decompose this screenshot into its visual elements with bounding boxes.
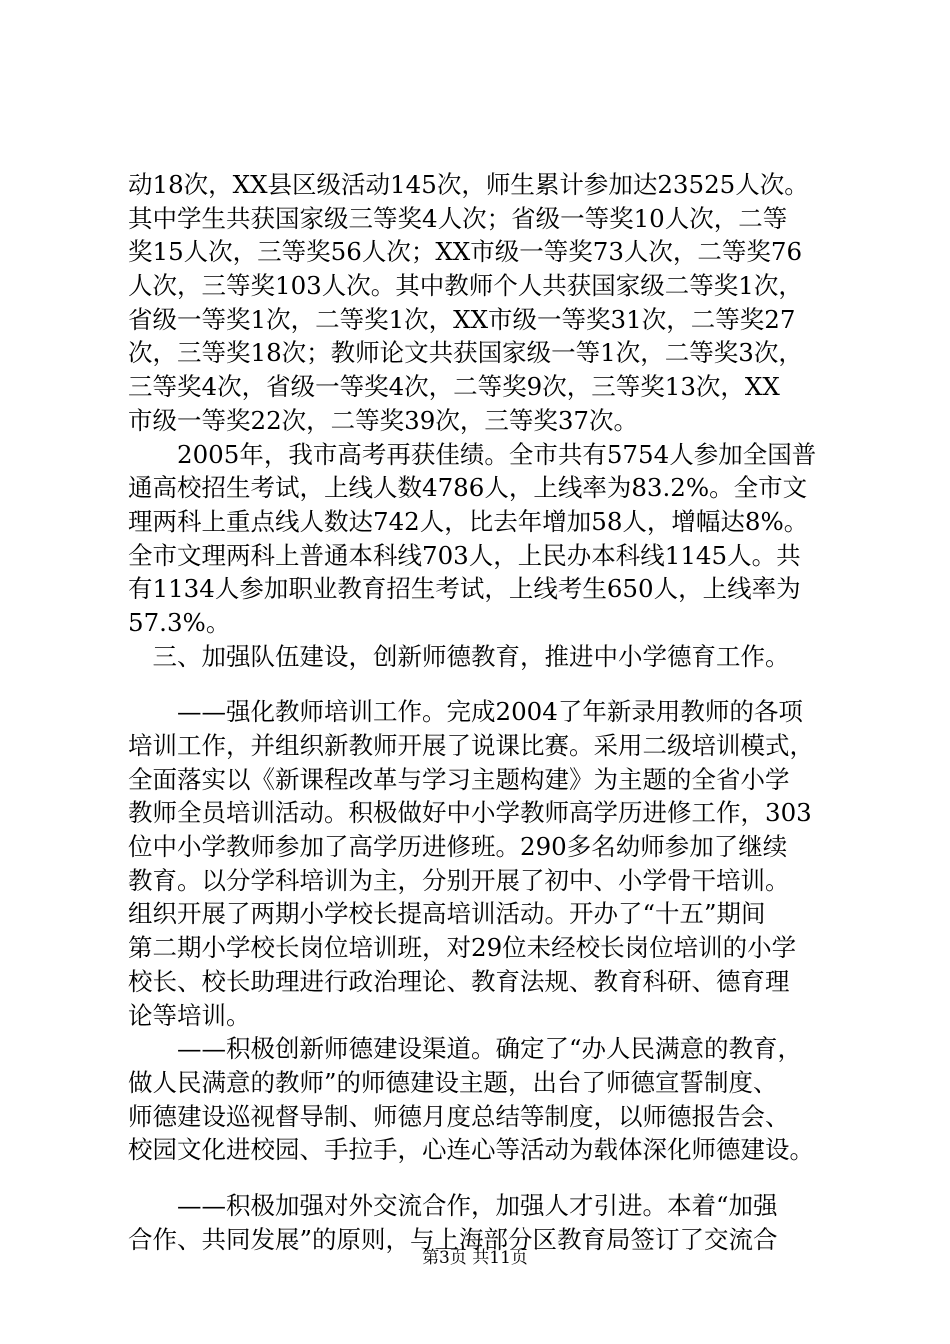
text-line: 位中小学教师参加了高学历进修班。290多名幼师参加了继续 [128, 832, 788, 862]
text-line: 校长、校长助理进行政治理论、教育法规、教育科研、德育理 [128, 966, 790, 996]
paragraph-gap [128, 673, 834, 695]
text-line: 师德建设巡视督导制、师德月度总结等制度，以师德报告会、 [128, 1101, 790, 1131]
text-line: 次，三等奖18次；教师论文共获国家级一等1次，二等奖3次， [128, 338, 803, 368]
text-line: 通高校招生考试，上线人数4786人，上线率为83.2%。全市文 [128, 473, 808, 503]
text-line: 合作、共同发展”的原则，与上海部分区教育局签订了交流合 [128, 1224, 778, 1254]
paragraph-gap [128, 1167, 834, 1189]
text-line: 2005年，我市高考再获佳绩。全市共有5754人参加全国普 [128, 439, 817, 469]
text-line: 第二期小学校长岗位培训班，对29位未经校长岗位培训的小学 [128, 933, 797, 963]
text-line: 培训工作，并组织新教师开展了说课比赛。采用二级培训模式， [128, 731, 814, 760]
text-line: 校园文化进校园、手拉手，心连心等活动为载体深化师德建设。 [128, 1135, 814, 1165]
text-line: 省级一等奖1次，二等奖1次，XX市级一等奖31次，二等奖27 [128, 304, 796, 334]
text-line: 全面落实以《新课程改革与学习主题构建》为主题的全省小学 [128, 764, 790, 794]
text-line: 全市文理两科上普通本科线703人，上民办本科线1145人。共 [128, 540, 801, 570]
text-line: ——积极加强对外交流合作，加强人才引进。本着“加强 [128, 1190, 778, 1220]
text-line: ——积极创新师德建设渠道。确定了“办人民满意的教育， [128, 1034, 803, 1064]
text-line: 有1134人参加职业教育招生考试，上线考生650人，上线率为 [128, 574, 801, 604]
text-line: 理两科上重点线人数达742人，比去年增加58人，增幅达8%。 [128, 506, 809, 536]
text-line: 动18次，XX县区级活动145次，师生累计参加达23525人次。 [128, 170, 809, 199]
text-line: 论等培训。 [128, 1000, 251, 1030]
text-line: 组织开展了两期小学校长提高培训活动。开办了“十五”期间 [128, 899, 766, 929]
text-line: 教师全员培训活动。积极做好中小学教师高学历进修工作，303 [128, 798, 812, 828]
text-line: ——强化教师培训工作。完成2004了年新录用教师的各项 [128, 697, 803, 727]
text-line: 人次，三等奖103人次。其中教师个人共获国家级二等奖1次， [128, 271, 803, 301]
text-line: 奖15人次，三等奖56人次；XX市级一等奖73人次，二等奖76 [128, 237, 803, 267]
text-line: 做人民满意的教师”的师德建设主题，出台了师德宣誓制度、 [128, 1067, 778, 1097]
text-line: 市级一等奖22次，二等奖39次，三等奖37次。 [128, 405, 639, 435]
text-line: 教育。以分学科培训为主，分别开展了初中、小学骨干培训。 [128, 865, 790, 895]
document-body [128, 168, 834, 1256]
page-footer: 第3页 共11页 [422, 1248, 528, 1268]
section-heading: 三、加强队伍建设，创新师德教育，推进中小学德育工作。 [128, 641, 790, 671]
text-line: 三等奖4次，省级一等奖4次，二等奖9次，三等奖13次，XX [128, 372, 780, 402]
text-line: 57.3%。 [128, 607, 231, 637]
text-line: 其中学生共获国家级三等奖4人次；省级一等奖10人次，二等 [128, 203, 788, 233]
